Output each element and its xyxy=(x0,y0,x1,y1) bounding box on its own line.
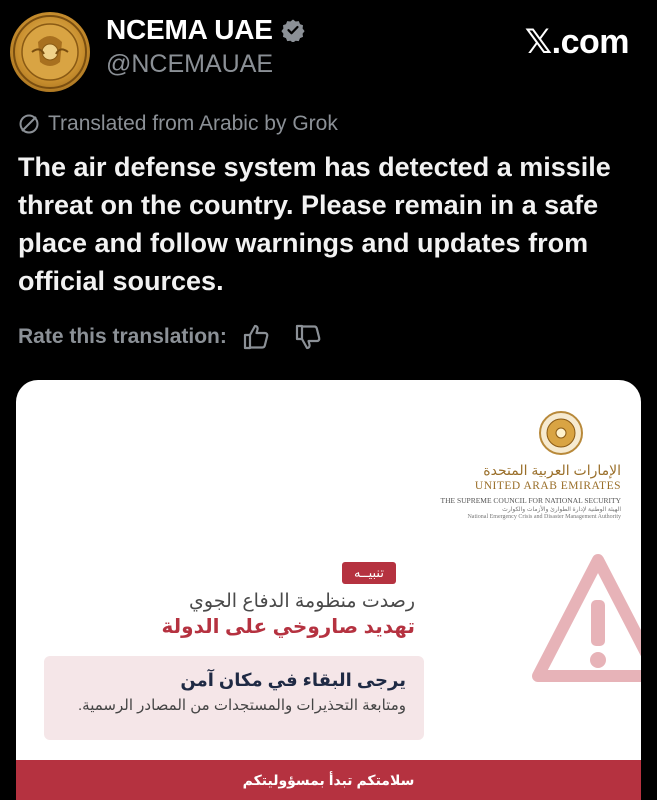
instruction-line-2: ومتابعة التحذيرات والمستجدات من المصادر الرسمية. xyxy=(78,697,406,714)
translation-notice-text: Translated from Arabic by Grok xyxy=(48,112,338,135)
org-name-arabic: الإمارات العربية المتحدة xyxy=(483,462,621,478)
rate-translation-label: Rate this translation: xyxy=(18,325,227,348)
image-footer: سلامتكم تبدأ بمسؤوليتكم xyxy=(16,760,641,800)
warning-triangle-icon xyxy=(508,546,641,696)
org-subtitle-english: National Emergency Crisis and Disaster Management Authority xyxy=(467,514,621,520)
account-name[interactable]: NCEMA UAE xyxy=(106,14,273,45)
org-subtitle: THE SUPREME COUNCIL FOR NATIONAL SECURITY xyxy=(440,496,621,505)
thumbs-up-icon[interactable] xyxy=(241,322,271,352)
rate-translation xyxy=(18,322,323,352)
alert-badge: تنبيــه xyxy=(342,562,396,584)
thumbs-down-icon[interactable] xyxy=(293,322,323,352)
tweet-text: The air defense system has detected a missile threat on the country. Please remain in a safe place and follow warnings and updates from official sources. xyxy=(18,152,611,296)
instruction-box xyxy=(44,656,424,740)
alert-line-1: رصدت منظومة الدفاع الجوي xyxy=(189,591,415,612)
account-name-row xyxy=(106,14,305,46)
uae-emblem-icon xyxy=(538,410,584,456)
grok-icon xyxy=(18,113,40,135)
instruction-line-1: يرجى البقاء في مكان آمن xyxy=(180,670,406,690)
verified-badge-icon xyxy=(281,18,305,42)
org-name-english: UNITED ARAB EMIRATES xyxy=(474,480,621,492)
account-handle[interactable]: @NCEMAUAE xyxy=(106,50,274,78)
translation-notice xyxy=(18,112,338,136)
avatar[interactable] xyxy=(10,12,90,92)
site-label: 𝕏.com xyxy=(524,23,629,61)
alert-line-2: تهديد صاروخي على الدولة xyxy=(161,616,415,638)
uae-emblem-icon xyxy=(10,12,90,92)
org-subtitle-arabic: الهيئة الوطنية لإدارة الطوارئ والأزمات والكوارث xyxy=(502,507,621,513)
attached-image[interactable] xyxy=(16,380,641,800)
